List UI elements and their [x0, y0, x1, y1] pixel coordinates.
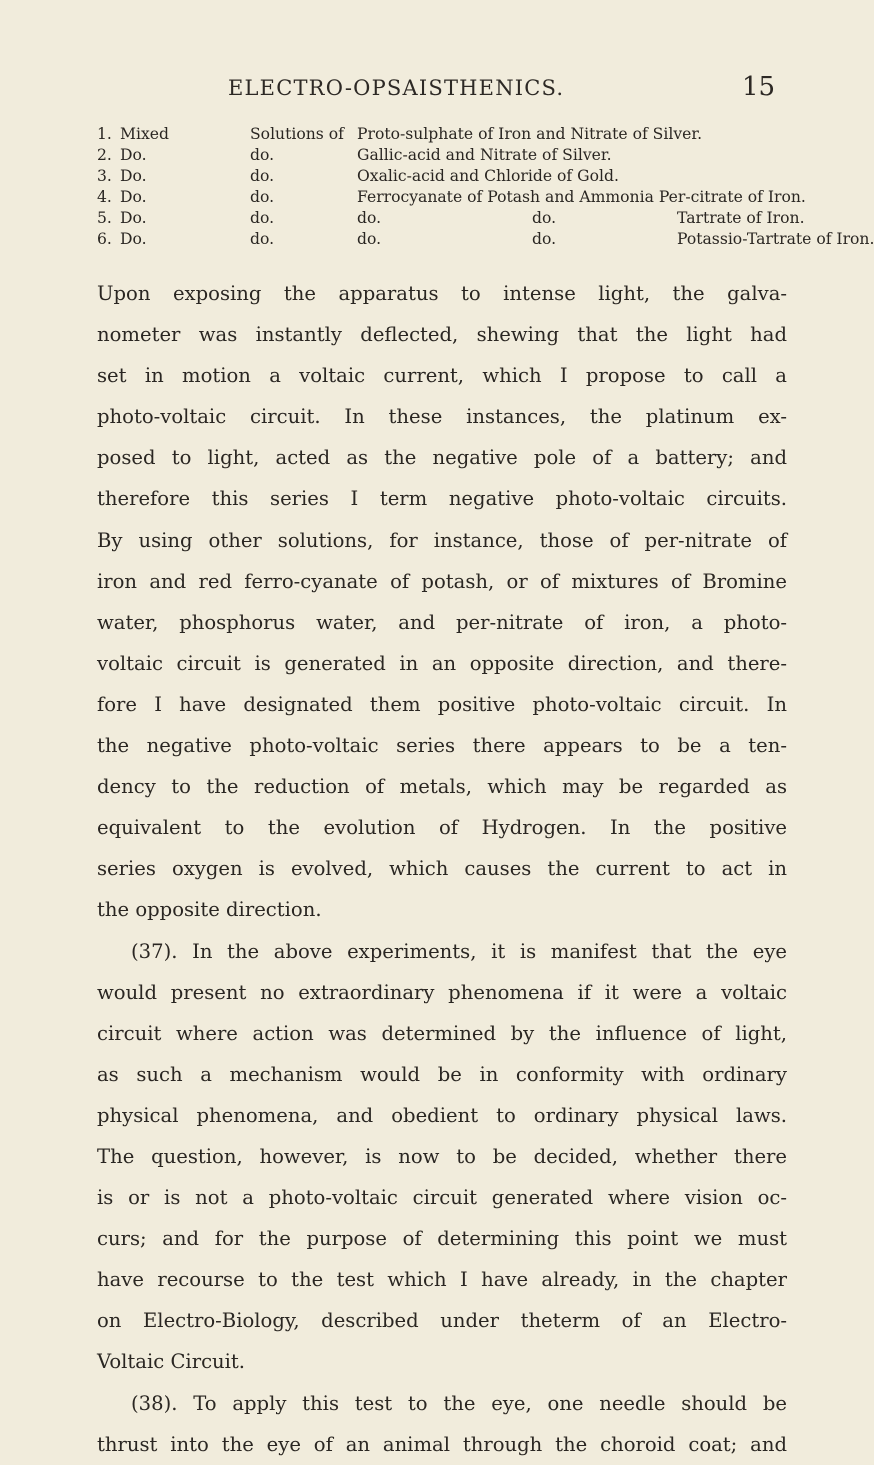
solution-row — [97, 166, 787, 187]
solution-number: 3. — [97, 167, 112, 185]
solution-col-e: Potassio-Tartrate of Iron. — [677, 230, 874, 248]
solution-row — [97, 229, 874, 250]
text-line: equivalent to the evolution of Hydrogen. In the positive — [97, 816, 787, 840]
solution-col-c: Gallic-acid and Nitrate of Silver. — [357, 146, 612, 164]
solutions-list — [97, 124, 874, 250]
solution-row — [97, 145, 787, 166]
text-line: curs; and for the purpose of determining this point we must — [97, 1227, 787, 1251]
solution-number: 2. — [97, 146, 112, 164]
text-line: water, phosphorus water, and per-nitrate of iron, a photo- — [97, 610, 787, 634]
solution-number: 5. — [97, 209, 112, 227]
text-line: The question, however, is now to be decided, whether there — [97, 1144, 787, 1168]
text-line: the negative photo-voltaic series there appears to be a ten- — [97, 734, 787, 758]
text-line: (37). In the above experiments, it is manifest that the eye — [131, 939, 787, 963]
text-line: dency to the reduction of metals, which may be regarded as — [97, 775, 787, 799]
solution-col-b: do. — [250, 230, 275, 248]
solution-col-d: do. — [532, 209, 557, 227]
text-line: series oxygen is evolved, which causes the current to act in — [97, 857, 787, 881]
text-line: as such a mechanism would be in conformity with ordinary — [97, 1062, 787, 1086]
text-line: photo-voltaic circuit. In these instances, the platinum ex- — [97, 405, 787, 429]
solution-number: 1. — [97, 125, 112, 143]
solution-number: 6. — [97, 230, 112, 248]
solution-col-a: Do. — [120, 146, 147, 164]
solution-col-a: Do. — [120, 167, 147, 185]
text-line: have recourse to the test which I have already, in the chapter — [97, 1268, 787, 1292]
solution-col-c: do. — [357, 209, 382, 227]
solution-number: 4. — [97, 188, 112, 206]
text-line: By using other solutions, for instance, those of per-nitrate of — [97, 528, 787, 552]
text-line: iron and red ferro-cyanate of potash, or of mixtures of Bromine — [97, 569, 787, 593]
solution-col-a: Do. — [120, 188, 147, 206]
page-number: 15 — [742, 72, 776, 102]
text-line: is or is not a photo-voltaic circuit generated where vision oc- — [97, 1186, 787, 1210]
solution-row — [97, 124, 787, 145]
text-line: the opposite direction. — [97, 898, 322, 922]
solution-col-b: do. — [250, 167, 275, 185]
solution-col-b: do. — [250, 146, 275, 164]
text-line: nometer was instantly deflected, shewing that the light had — [97, 323, 787, 347]
solution-row — [97, 208, 805, 229]
solution-col-b: Solutions of — [250, 125, 344, 143]
text-line: Voltaic Circuit. — [97, 1350, 246, 1374]
running-title: ELECTRO-OPSAISTHENICS. — [228, 76, 565, 100]
text-line: (38). To apply this test to the eye, one needle should be — [131, 1391, 787, 1415]
solution-col-c: Ferrocyanate of Potash and Ammonia Per-citrate of Iron. — [357, 188, 806, 206]
solution-col-a: Do. — [120, 230, 147, 248]
text-line: thrust into the eye of an animal through the choroid coat; and — [97, 1432, 787, 1456]
solution-col-c: do. — [357, 230, 382, 248]
text-line: set in motion a voltaic current, which I propose to call a — [97, 364, 787, 388]
text-line: therefore this series I term negative photo-voltaic circuits. — [97, 487, 787, 511]
text-line: Upon exposing the apparatus to intense light, the galva- — [97, 282, 787, 305]
solution-row — [97, 187, 806, 208]
text-line: posed to light, acted as the negative pole of a battery; and — [97, 446, 787, 470]
solution-col-b: do. — [250, 188, 275, 206]
solution-col-b: do. — [250, 209, 275, 227]
solution-col-a: Mixed — [120, 125, 169, 143]
solution-col-d: do. — [532, 230, 557, 248]
text-line: voltaic circuit is generated in an opposite direction, and there- — [97, 651, 787, 675]
text-line: circuit where action was determined by the influence of light, — [97, 1021, 787, 1045]
solution-col-c: Proto-sulphate of Iron and Nitrate of Silver. — [357, 125, 703, 143]
body-text — [97, 273, 787, 1465]
text-line: fore I have designated them positive photo-voltaic circuit. In — [97, 692, 787, 716]
solution-col-e: Tartrate of Iron. — [677, 209, 805, 227]
text-line: physical phenomena, and obedient to ordinary physical laws. — [97, 1103, 787, 1127]
text-line: would present no extraordinary phenomena if it were a voltaic — [97, 980, 787, 1004]
text-line: on Electro-Biology, described under theterm of an Electro- — [97, 1309, 787, 1333]
solution-col-a: Do. — [120, 209, 147, 227]
solution-col-c: Oxalic-acid and Chloride of Gold. — [357, 167, 619, 185]
